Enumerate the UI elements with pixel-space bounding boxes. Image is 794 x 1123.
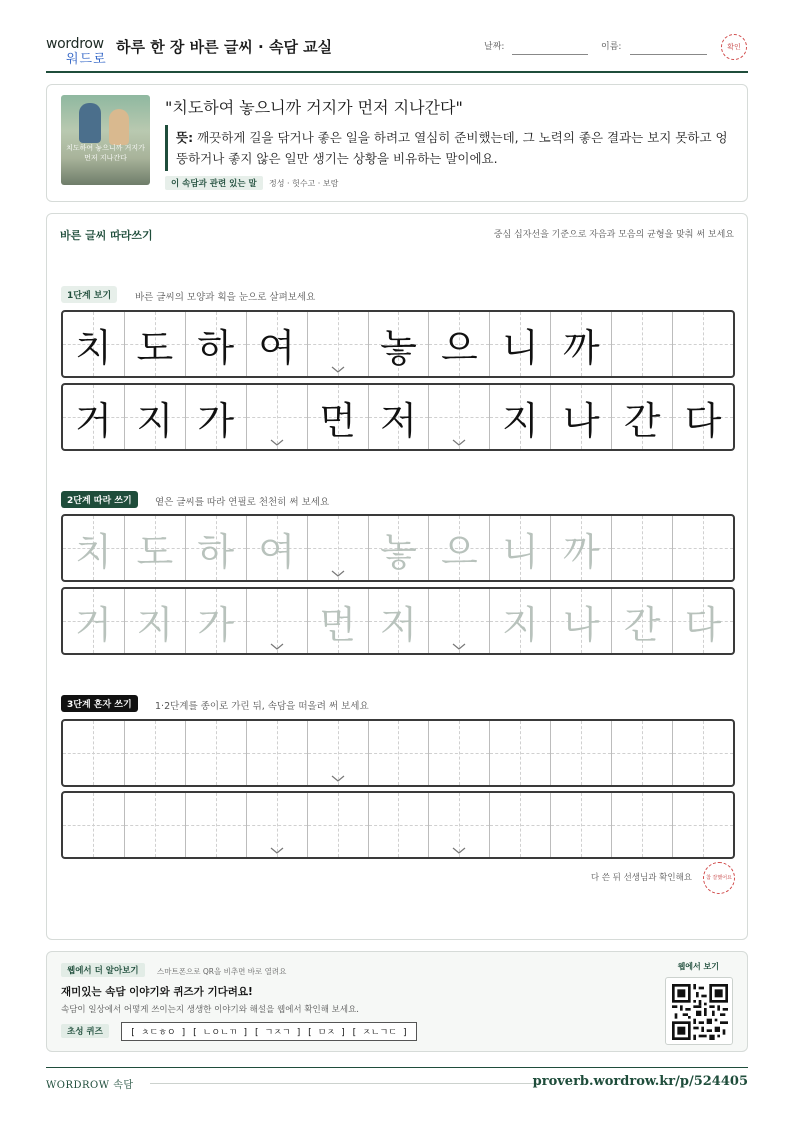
- grid-cell[interactable]: [550, 516, 611, 580]
- proverb-meaning: [176, 127, 736, 169]
- section-hint: 중심 십자선을 기준으로 자음과 모음의 균형을 맞춰 써 보세요: [493, 230, 734, 240]
- grid-cell[interactable]: [63, 516, 124, 580]
- grid-cell[interactable]: [246, 516, 307, 580]
- grid-cell: [368, 312, 429, 376]
- grid-cell[interactable]: [550, 589, 611, 653]
- grid-cell[interactable]: [246, 793, 307, 857]
- grid-cell: [489, 385, 550, 449]
- step3-row-1[interactable]: [61, 719, 735, 787]
- header-divider: [46, 71, 748, 73]
- model-character: 도: [136, 325, 174, 370]
- space-mark-icon: [331, 365, 345, 374]
- teacher-seal-text: 참 잘했어요: [706, 875, 732, 881]
- trace-character: 까: [562, 529, 600, 574]
- grid-cell[interactable]: [63, 589, 124, 653]
- grid-cell[interactable]: [124, 721, 185, 785]
- model-character: 지: [136, 398, 174, 443]
- trace-character: 여: [258, 529, 296, 574]
- grid-cell: [489, 312, 550, 376]
- grid-cell: [550, 312, 611, 376]
- teacher-stamp-icon: [703, 862, 735, 894]
- grid-cell[interactable]: [185, 793, 246, 857]
- meaning-text: 깨끗하게 길을 닦거나 좋은 일을 하려고 열심히 준비했는데, 그 노력의 좋은 결과는 보지 못하고 엉뚱하거나 좋지 않은 일만 생기는 상황을 비유하는 말이에요.: [176, 130, 728, 166]
- trace-character: 으: [441, 529, 478, 574]
- grid-cell: [611, 312, 672, 376]
- grid-cell[interactable]: [672, 516, 733, 580]
- model-character: 먼: [319, 398, 356, 443]
- footer-brand: WORDROW 속담: [46, 1080, 134, 1091]
- grid-cell[interactable]: [368, 793, 429, 857]
- name-label: 이름:: [601, 42, 622, 52]
- grid-cell[interactable]: [124, 516, 185, 580]
- date-label: 날짜:: [484, 42, 505, 52]
- grid-cell[interactable]: [489, 793, 550, 857]
- trace-character: 나: [562, 602, 600, 647]
- grid-cell[interactable]: [368, 516, 429, 580]
- quiz-tag: 초성 퀴즈: [61, 1024, 109, 1038]
- seal-text: 확인: [727, 43, 741, 51]
- step1-row-2: [61, 383, 735, 451]
- step1-row-1: [61, 310, 735, 378]
- illustration-figure-boy: [109, 109, 129, 145]
- space-mark-icon: [452, 846, 466, 855]
- model-character: 지: [501, 398, 539, 443]
- grid-cell: [368, 385, 429, 449]
- check-seal-icon: [721, 34, 747, 60]
- trace-character: 하: [197, 529, 235, 574]
- web-subtext: 속담이 일상에서 어떻게 쓰이는지 생생한 이야기와 해설을 웹에서 확인해 보세요.: [61, 1005, 359, 1015]
- trace-character: 거: [75, 602, 112, 647]
- grid-cell[interactable]: [246, 589, 307, 653]
- space-mark-icon: [270, 642, 284, 651]
- logo-korean: 워드로: [66, 52, 107, 67]
- grid-cell[interactable]: [307, 721, 368, 785]
- step2-tag: 2단계 따라 쓰기: [61, 491, 138, 508]
- grid-cell[interactable]: [611, 589, 672, 653]
- step1-tag: 1단계 보기: [61, 286, 117, 303]
- meaning-label: 뜻:: [176, 130, 194, 145]
- grid-cell: [611, 385, 672, 449]
- grid-cell: [307, 312, 368, 376]
- model-character: 하: [197, 325, 235, 370]
- space-mark-icon: [452, 438, 466, 447]
- meaning-accent-bar: [165, 125, 168, 171]
- step2-row-1[interactable]: [61, 514, 735, 582]
- space-mark-icon: [270, 438, 284, 447]
- model-character: 저: [380, 398, 417, 443]
- writing-practice-card: [46, 213, 748, 940]
- grid-cell[interactable]: [428, 793, 489, 857]
- qr-label: 웹에서 보기: [677, 962, 719, 971]
- name-field[interactable]: [630, 54, 707, 55]
- model-character: 까: [562, 325, 600, 370]
- grid-cell: [63, 385, 124, 449]
- grid-cell: [246, 312, 307, 376]
- model-character: 거: [75, 398, 112, 443]
- space-mark-icon: [270, 846, 284, 855]
- related-words: 정성 · 헛수고 · 보람: [269, 179, 339, 188]
- model-character: 다: [684, 398, 722, 443]
- proverb-title: "치도하여 놓으니까 거지가 먼저 지나간다": [165, 98, 463, 117]
- trace-character: 저: [380, 602, 417, 647]
- grid-cell[interactable]: [124, 793, 185, 857]
- model-character: 니: [501, 325, 539, 370]
- model-character: 나: [562, 398, 600, 443]
- qr-code-icon[interactable]: [665, 977, 733, 1045]
- step3-tag: 3단계 혼자 쓰기: [61, 695, 138, 712]
- grid-cell[interactable]: [63, 721, 124, 785]
- trace-character: 가: [197, 602, 235, 647]
- step3-description: 1·2단계를 종이로 가린 뒤, 속담을 떠올려 써 보세요: [155, 701, 369, 712]
- grid-cell[interactable]: [185, 721, 246, 785]
- step2-description: 옅은 글씨를 따라 연필로 천천히 써 보세요: [155, 497, 330, 508]
- model-character: 으: [441, 325, 478, 370]
- date-field[interactable]: [512, 54, 588, 55]
- step1-description: 바른 글씨의 모양과 획을 눈으로 살펴보세요: [135, 292, 316, 303]
- grid-cell[interactable]: [63, 793, 124, 857]
- grid-cell[interactable]: [672, 721, 733, 785]
- related-words-tag: 이 속담과 관련 있는 말: [165, 176, 263, 190]
- footer-line: [150, 1083, 538, 1084]
- trace-character: 니: [501, 529, 539, 574]
- grid-cell[interactable]: [611, 721, 672, 785]
- grid-cell[interactable]: [672, 793, 733, 857]
- grid-cell: [124, 385, 185, 449]
- illustration-caption: 치도하여 놓으니까 거지가 먼저 지나간다: [66, 144, 145, 162]
- trace-character: 놓: [380, 529, 417, 574]
- grid-cell[interactable]: [489, 721, 550, 785]
- grid-cell[interactable]: [489, 516, 550, 580]
- grid-cell: [428, 312, 489, 376]
- grid-cell: [428, 385, 489, 449]
- grid-cell[interactable]: [185, 589, 246, 653]
- grid-cell[interactable]: [307, 516, 368, 580]
- grid-cell[interactable]: [307, 589, 368, 653]
- grid-cell[interactable]: [611, 793, 672, 857]
- model-character: 가: [197, 398, 235, 443]
- grid-cell[interactable]: [428, 721, 489, 785]
- web-more-tag: 웹에서 더 알아보기: [61, 963, 145, 977]
- trace-character: 치: [75, 529, 112, 574]
- grid-cell: [550, 385, 611, 449]
- grid-cell[interactable]: [307, 793, 368, 857]
- wordrow-logo: [46, 36, 108, 67]
- model-character: 간: [623, 398, 661, 443]
- logo-wordmark: wordrow: [46, 36, 104, 52]
- grid-cell[interactable]: [672, 589, 733, 653]
- grid-cell: [307, 385, 368, 449]
- grid-cell[interactable]: [428, 589, 489, 653]
- proverb-illustration: [61, 95, 150, 185]
- web-more-card: [46, 951, 748, 1052]
- trace-character: 먼: [319, 602, 356, 647]
- model-character: 여: [258, 325, 296, 370]
- trace-character: 지: [501, 602, 539, 647]
- grid-cell[interactable]: [246, 721, 307, 785]
- grid-cell: [246, 385, 307, 449]
- teacher-check-note: 다 쓴 뒤 선생님과 확인해요: [590, 873, 692, 883]
- grid-cell: [672, 312, 733, 376]
- initial-consonant-quiz: [ ㅊㄷㅎㅇ ] [ ㄴㅇㄴㄲ ] [ ㄱㅈㄱ ] [ ㅁㅈ ] [ ㅈㄴㄱㄷ ]: [121, 1022, 417, 1041]
- step2-row-2[interactable]: [61, 587, 735, 655]
- trace-character: 다: [684, 602, 722, 647]
- footer-url-link[interactable]: proverb.wordrow.kr/p/524405: [532, 1074, 748, 1089]
- grid-cell: [124, 312, 185, 376]
- grid-cell[interactable]: [489, 589, 550, 653]
- model-character: 놓: [380, 325, 417, 370]
- grid-cell: [185, 312, 246, 376]
- grid-cell: [185, 385, 246, 449]
- illustration-figure-man: [79, 103, 101, 143]
- space-mark-icon: [452, 642, 466, 651]
- step3-row-2[interactable]: [61, 791, 735, 859]
- grid-cell[interactable]: [611, 516, 672, 580]
- grid-cell[interactable]: [428, 516, 489, 580]
- grid-cell: [63, 312, 124, 376]
- space-mark-icon: [331, 569, 345, 578]
- grid-cell[interactable]: [185, 516, 246, 580]
- trace-character: 도: [136, 529, 174, 574]
- page-title: 하루 한 장 바른 글씨 · 속담 교실: [116, 38, 333, 56]
- space-mark-icon: [331, 774, 345, 783]
- grid-cell[interactable]: [124, 589, 185, 653]
- section-title: 바른 글씨 따라쓰기: [60, 229, 153, 242]
- trace-character: 간: [623, 602, 661, 647]
- grid-cell[interactable]: [550, 793, 611, 857]
- grid-cell[interactable]: [550, 721, 611, 785]
- trace-character: 지: [136, 602, 174, 647]
- proverb-card: [46, 84, 748, 202]
- model-character: 치: [75, 325, 112, 370]
- grid-cell: [672, 385, 733, 449]
- grid-cell[interactable]: [368, 589, 429, 653]
- qr-code-graphic: [672, 984, 728, 1040]
- web-headline: 재미있는 속담 이야기와 퀴즈가 기다려요!: [61, 986, 253, 998]
- web-hint: 스마트폰으로 QR을 비추면 바로 열려요: [157, 967, 287, 976]
- grid-cell[interactable]: [368, 721, 429, 785]
- footer-divider: [46, 1067, 748, 1068]
